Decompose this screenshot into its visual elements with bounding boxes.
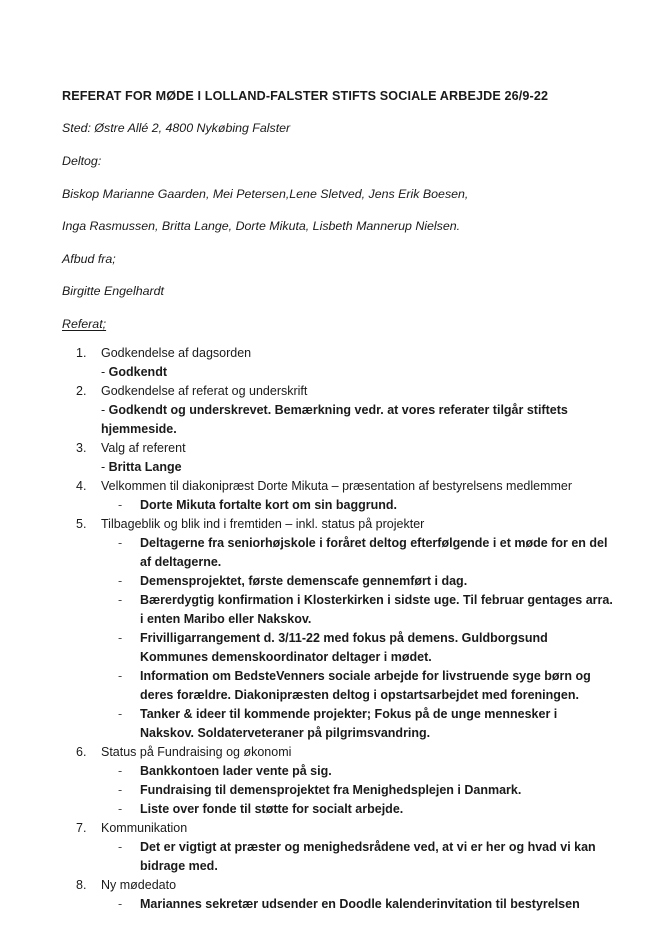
agenda-sub-item-text: Deltagerne fra seniorhøjskole i foråret deltog efterfølgende i et møde for en del af deltagerne. (140, 536, 608, 570)
agenda-sub-item-text: Fundraising til demensprojektet fra Menighedsplejen i Danmark. (140, 783, 522, 798)
dash-marker: - (118, 840, 123, 855)
dash-marker: - (101, 365, 106, 380)
agenda-sub-item-text: Godkendt (108, 365, 167, 380)
dash-marker: - (118, 631, 123, 646)
agenda-item-heading-row (62, 477, 614, 496)
meta-absent-label: Afbud fra; (62, 251, 116, 266)
agenda-item (62, 743, 614, 819)
agenda-item (62, 819, 614, 876)
agenda-sub-item (62, 800, 614, 819)
agenda-list (62, 344, 614, 914)
meta-attendees-label: Deltog: (62, 153, 102, 168)
meta-attendees-line-1: Biskop Marianne Gaarden, Mei Petersen,Lene Sletved, Jens Erik Boesen, (62, 186, 469, 201)
agenda-sub-item (62, 401, 614, 439)
agenda-item-heading-row (62, 876, 614, 895)
agenda-item (62, 515, 614, 743)
minutes-heading: Referat; (62, 317, 107, 332)
dash-marker: - (118, 593, 123, 608)
agenda-item-heading: Kommunikation (101, 821, 188, 836)
list-number-marker: 8. (76, 878, 87, 893)
meta-attendees-line-2: Inga Rasmussen, Britta Lange, Dorte Mikuta, Lisbeth Mannerup Nielsen. (62, 219, 461, 234)
agenda-sub-item-text: Godkendt og underskrevet. Bemærkning vedr. at vores referater tilgår stiftets hjemmeside. (101, 403, 568, 437)
agenda-sub-item (62, 458, 614, 477)
agenda-item-heading: Status på Fundraising og økonomi (101, 745, 292, 760)
agenda-sub-item (62, 705, 614, 743)
meta-location: Sted: Østre Allé 2, 4800 Nykøbing Falster (62, 121, 291, 136)
agenda-item-heading: Valg af referent (101, 441, 186, 456)
agenda-sub-item-text: Mariannes sekretær udsender en Doodle kalenderinvitation til bestyrelsen (140, 897, 580, 912)
dash-marker: - (118, 669, 123, 684)
list-number-marker: 3. (76, 441, 87, 456)
agenda-sub-item-text: Demensprojektet, første demenscafe gennemført i dag. (140, 574, 468, 589)
agenda-item (62, 344, 614, 382)
dash-marker: - (118, 783, 123, 798)
agenda-item-heading-row (62, 344, 614, 363)
page-title: REFERAT FOR MØDE I LOLLAND-FALSTER STIFTS SOCIALE ARBEJDE 26/9-22 (62, 89, 549, 103)
meta-absent-line-1: Birgitte Engelhardt (62, 284, 164, 299)
agenda-item-heading-row (62, 819, 614, 838)
agenda-sub-item (62, 363, 614, 382)
agenda-item (62, 477, 614, 515)
agenda-sub-item-text: Dorte Mikuta fortalte kort om sin baggrund. (140, 498, 397, 513)
agenda-item (62, 382, 614, 439)
list-number-marker: 6. (76, 745, 87, 760)
agenda-item-heading: Godkendelse af referat og underskrift (101, 384, 308, 399)
agenda-sub-item-text: Bærerdygtig konfirmation i Klosterkirken i sidste uge. Til februar gentages arra. i enten Maribo eller Nakskov. (140, 593, 613, 627)
agenda-item-heading-row (62, 382, 614, 401)
dash-marker: - (118, 897, 123, 912)
agenda-sub-item (62, 534, 614, 572)
agenda-sub-item-text: Liste over fonde til støtte for socialt arbejde. (140, 802, 404, 817)
agenda-sub-item (62, 591, 614, 629)
agenda-item-heading: Godkendelse af dagsorden (101, 346, 252, 361)
agenda-item-heading: Tilbageblik og blik ind i fremtiden – inkl. status på projekter (101, 517, 425, 532)
agenda-sub-item (62, 781, 614, 800)
agenda-sub-item (62, 667, 614, 705)
agenda-sub-item (62, 572, 614, 591)
agenda-item-heading: Velkommen til diakonipræst Dorte Mikuta – præsentation af bestyrelsens medlemmer (101, 479, 573, 494)
dash-marker: - (118, 536, 123, 551)
agenda-sub-item (62, 762, 614, 781)
agenda-sub-item (62, 838, 614, 876)
dash-marker: - (118, 764, 123, 779)
list-number-marker: 5. (76, 517, 87, 532)
dash-marker: - (118, 707, 123, 722)
dash-marker: - (118, 498, 123, 513)
agenda-sub-item (62, 629, 614, 667)
dash-marker: - (101, 403, 106, 418)
agenda-sub-item-text: Frivilligarrangement d. 3/11-22 med fokus på demens. Guldborgsund Kommunes demenskoordinator deltager i mødet. (140, 631, 548, 665)
list-number-marker: 1. (76, 346, 87, 361)
list-number-marker: 4. (76, 479, 87, 494)
agenda-item-heading-row (62, 743, 614, 762)
agenda-sub-item (62, 895, 614, 914)
dash-marker: - (118, 802, 123, 817)
dash-marker: - (118, 574, 123, 589)
agenda-sub-item-text: Information om BedsteVenners sociale arbejde for livstruende syge børn og deres forældre. Diakonipræsten deltog i opstartsarbejdet med foreningen. (140, 669, 591, 703)
list-number-marker: 7. (76, 821, 87, 836)
meta-block (62, 120, 614, 299)
list-number-marker: 2. (76, 384, 87, 399)
agenda-item-heading: Ny mødedato (101, 878, 177, 893)
agenda-sub-item-text: Det er vigtigt at præster og menighedsrådene ved, at vi er her og hvad vi kan bidrage med. (140, 840, 596, 874)
agenda-item-heading-row (62, 515, 614, 534)
agenda-item (62, 439, 614, 477)
dash-marker: - (101, 460, 106, 475)
agenda-sub-item-text: Britta Lange (108, 460, 182, 475)
agenda-item-heading-row (62, 439, 614, 458)
agenda-item (62, 876, 614, 914)
agenda-sub-item-text: Bankkontoen lader vente på sig. (140, 764, 332, 779)
agenda-sub-item-text: Tanker & ideer til kommende projekter; Fokus på de unge mennesker i Nakskov. Soldaterveteraner på pilgrimsvandring. (140, 707, 558, 741)
agenda-sub-item (62, 496, 614, 515)
